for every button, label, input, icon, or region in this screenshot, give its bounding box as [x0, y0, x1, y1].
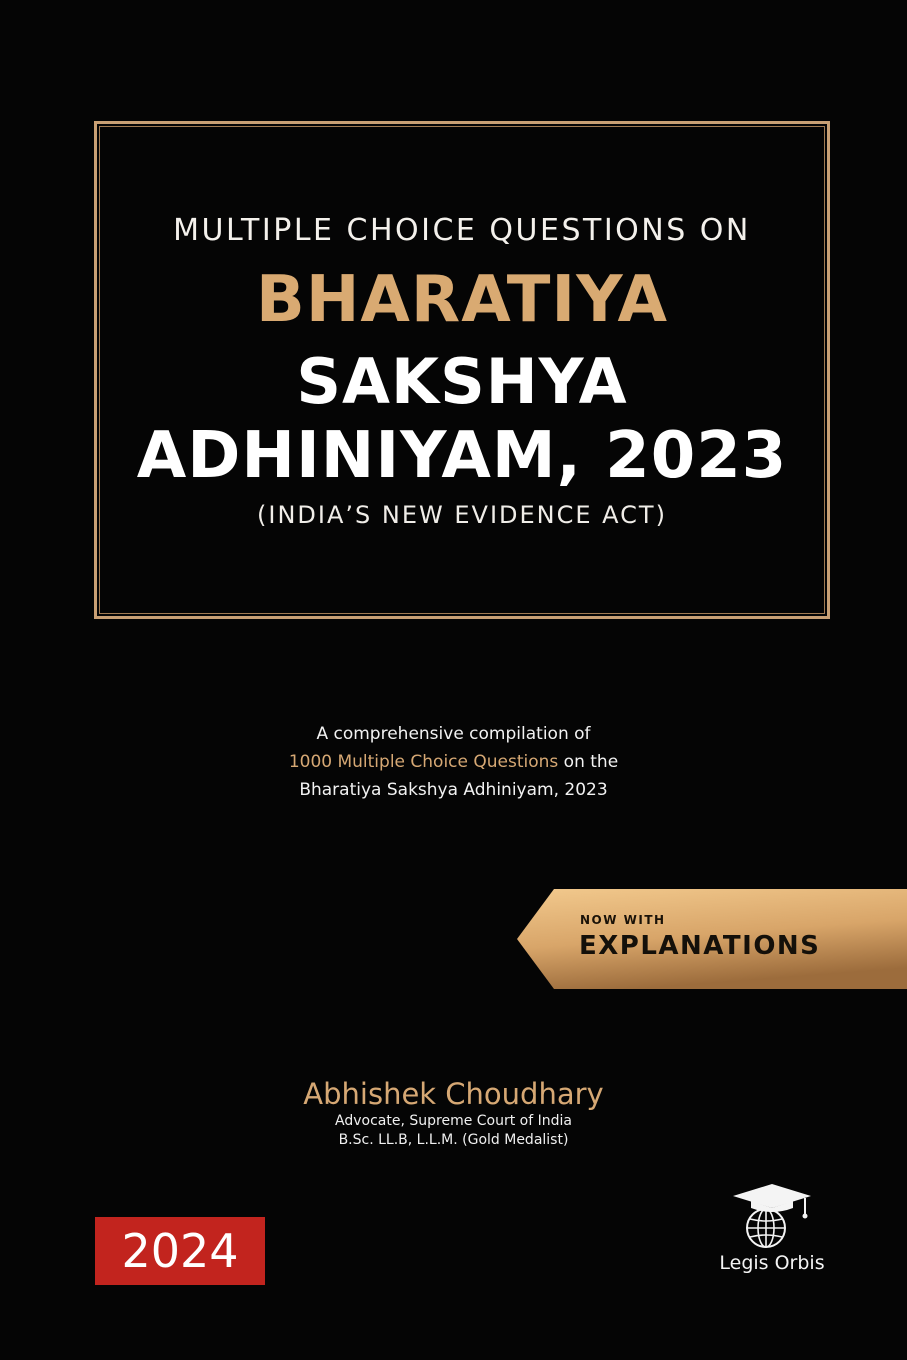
author-qualifications: B.Sc. LL.B, L.L.M. (Gold Medalist) [338, 1132, 569, 1148]
year-badge: 2024 [95, 1217, 265, 1285]
graduation-cap-globe-icon [729, 1180, 815, 1252]
description-line-2-rest: on the [558, 752, 619, 772]
publisher-block [712, 1180, 832, 1280]
subtitle: (INDIA’S NEW EVIDENCE ACT) [257, 501, 667, 529]
title-block [94, 121, 830, 619]
title-line-adhiniyam: ADHINIYAM, 2023 [136, 419, 788, 493]
title-line-bharatiya: BHARATIYA [256, 263, 668, 337]
author-name: Abhishek Choudhary [303, 1077, 604, 1111]
description-line-3: Bharatiya Sakshya Adhiniyam, 2023 [299, 780, 608, 800]
author-role: Advocate, Supreme Court of India [335, 1113, 572, 1129]
description-line-1: A comprehensive compilation of [316, 724, 591, 744]
kicker-text: MULTIPLE CHOICE QUESTIONS ON [173, 213, 751, 248]
banner-big-text: EXPLANATIONS [579, 931, 821, 961]
banner-small-text: NOW WITH [580, 913, 666, 927]
author-block [0, 1076, 907, 1150]
description [0, 720, 907, 804]
description-highlight: 1000 Multiple Choice Questions [288, 752, 559, 772]
title-line-sakshya: SAKSHYA [296, 345, 628, 418]
explanations-banner [517, 889, 907, 989]
description-line-2 [0, 748, 907, 776]
publisher-name: Legis Orbis [719, 1252, 825, 1274]
